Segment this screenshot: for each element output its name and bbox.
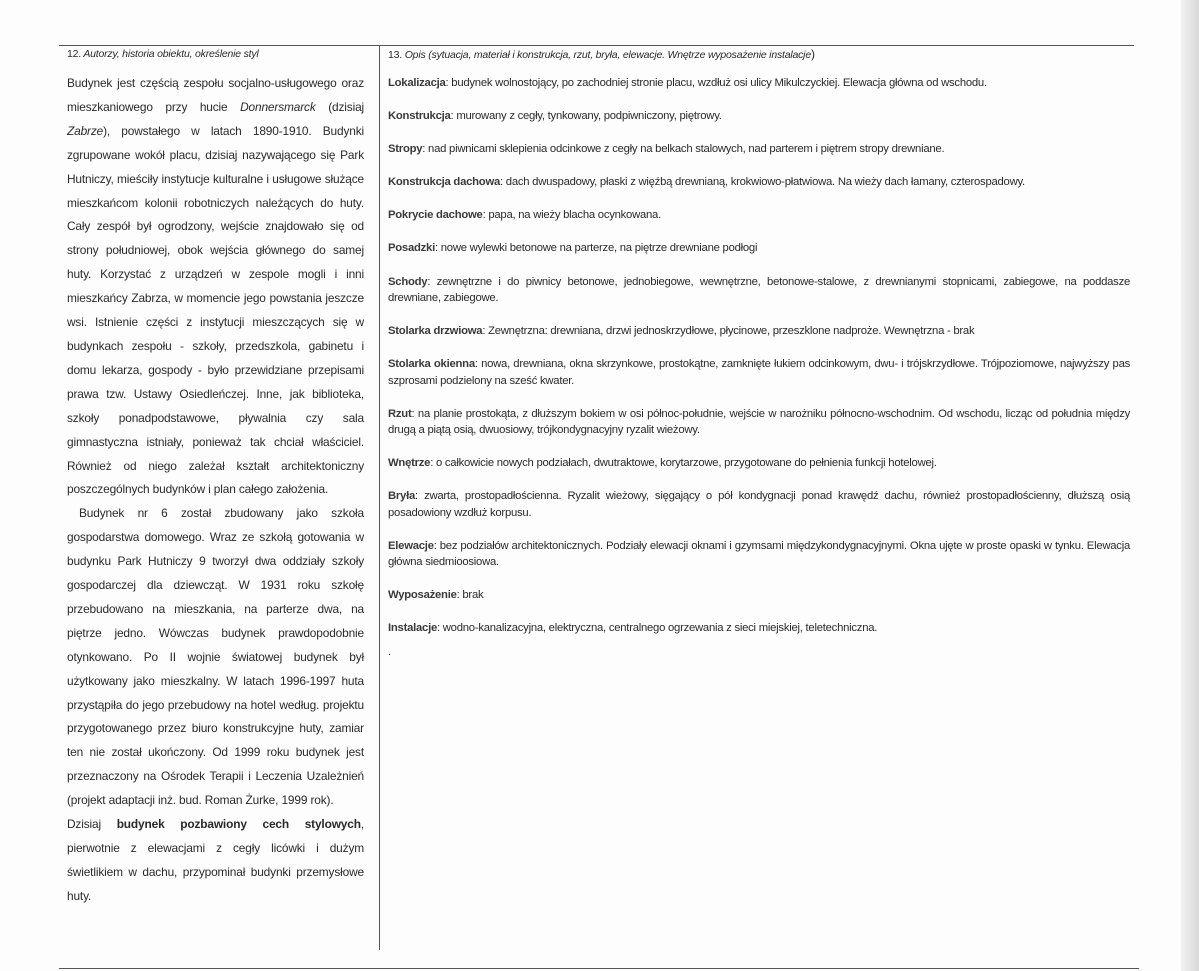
description-entry — [388, 488, 1130, 521]
entry-text: : Zewnętrzna: drewniana, drzwi jednoskrzydłowe, płycinowe, przeszklone nadproże. Wewnętrzna - brak — [482, 325, 975, 338]
entry-label: Stropy — [388, 143, 423, 156]
entry-label: Wnętrze — [388, 457, 431, 470]
entry-label: Wyposażenie — [388, 589, 457, 602]
entry-text: : nowe wylewki betonowe na parterze, na piętrze drewniane podłogi — [434, 242, 758, 255]
history-header-title: Autorzy, historia obiektu, określenie styl — [83, 48, 259, 60]
entry-text: : zwarta, prostopadłościenna. Ryzalit wieżowy, sięgający o pół kondygnacji ponad krawędź dachu, również prostopadłościenny, dłuższą osią posadowiony wzdłuż korpusu. — [388, 490, 1130, 519]
description-header-title: Opis (sytuacja, materiał i konstrukcja, rzut, bryła, elewacje. Wnętrze wyposażenie instalacje — [404, 49, 811, 61]
description-header-number: 13. — [388, 49, 402, 61]
entry-text: : papa, na wieży blacha ocynkowana. — [482, 209, 661, 222]
entry-text: : nad piwnicami sklepienia odcinkowe z cegły na belkach stalowych, nad parterem i piętrem stropy drewniane. — [422, 143, 945, 156]
entry-label: Lokalizacja — [388, 77, 446, 89]
description-entry — [388, 620, 1130, 636]
donnersmarck-name: Donnersmarck — [240, 99, 316, 114]
entry-label: Stolarka okienna — [388, 358, 475, 371]
entry-text: : wodno-kanalizacyjna, elektryczna, centralnego ogrzewania z sieci miejskiej, teletechniczna. — [437, 622, 878, 635]
description-entry — [388, 356, 1130, 389]
trailing-dot: . — [388, 646, 392, 659]
entry-text: : budynek wolnostojący, po zachodniej stronie placu, wzdłuż osi ulicy Mikulczyckiej. Elewacja główna od wschodu. — [445, 77, 987, 89]
entry-label: Konstrukcja dachowa — [388, 176, 501, 189]
entry-text: : o całkowicie nowych podziałach, dwutraktowe, korytarzowe, przygotowane do pełnienia funkcji hotelowej. — [430, 457, 937, 470]
history-p3-bold: budynek pozbawiony cech stylowych — [116, 817, 361, 832]
description-entry — [388, 538, 1130, 571]
entry-text: : nowa, drewniana, okna skrzynkowe, prostokątne, zamknięte łukiem odcinkowym, dwu- i trójskrzydłowe. Trójpoziomowe, najwyższy pas szprosami podzielony na sześć kwater. — [388, 358, 1130, 387]
description-entry — [388, 141, 1130, 157]
entry-label: Rzut — [388, 407, 412, 420]
entry-label: Bryła — [388, 490, 416, 503]
entry-label: Elewacje — [388, 539, 434, 552]
history-p1-text-b: (dzisiaj — [328, 99, 365, 114]
history-p3-text-b: , pierwotnie z elewacjami z cegły licówki i dużym świetlikiem w dachu, przypominał budynki przemysłowe huty. — [67, 817, 364, 903]
history-paragraph-2: Budynek nr 6 został zbudowany jako szkoła gospodarstwa domowego. Wraz ze szkołą gotowania w budynku Park Hutniczy 9 tworzył dwa oddziały szkoły gospodarczej dla dziewcząt. W 1931 roku szkołę przebudowano na mieszkania, na parterze dwa, na piętrze jedno. Wówczas budynek prawdopodobnie otynkowano. Po II wojnie światowej budynek był użytkowany jako mieszkalny. W latach 1996-1997 huta przystąpiła do jego przebudowy na hotel według. projektu przygotowanego przez biuro konstrukcyjne huty, zamiar ten nie został ukończony. Od 1999 roku budynek jest przeznaczony na Ośrodek Terapii i Leczenia Uzależnień (projekt adaptacji inż. bud. Roman Żurke, 1999 rok). — [67, 506, 364, 808]
description-entry — [388, 406, 1130, 439]
history-header-number: 12. — [67, 48, 81, 60]
bottom-rule — [59, 968, 1139, 969]
top-rule — [59, 45, 1134, 46]
description-header-close: ) — [810, 47, 815, 61]
entry-label: Schody — [388, 275, 428, 288]
entry-text: : na planie prostokąta, z dłuższym bokiem w osi północ-południe, wejście w narożniku północno-wschodnim. Od wschodu, licząc od południa między drugą a piątą osią, dwuosiowy, trójkondygnacyjny ryzalit wieżowy. — [388, 407, 1130, 437]
history-paragraph-1 — [67, 72, 364, 502]
description-entry — [388, 455, 1130, 471]
history-text — [67, 72, 364, 909]
entry-label: Instalacje — [388, 622, 437, 635]
entry-label: Konstrukcja — [388, 110, 451, 123]
description-entry — [388, 174, 1130, 190]
entry-label: Pokrycie dachowe — [388, 209, 483, 222]
scan-edge — [1181, 0, 1199, 971]
column-divider — [379, 45, 380, 950]
history-p1-text-c: ), powstałego w latach 1890-1910. Budynki zgrupowane wokół placu, dzisiaj nazywającego się Park Hutniczy, mieściły instytucje kulturalne i usługowe służące mieszkańcom kolonii robotniczych należących do huty. Cały zespół był ogrodzony, wejście znajdowało się od strony południowej, obok wejścia głównego do samej huty. Korzystać z urządzeń w zespole mogli i inni mieszkańcy Zabrza, w momencie jego powstania jeszcze wsi. Istnienie części z instytucji mieszczących się w budynkach zespołu - szkoły, przedszkola, gabinetu i domu lekarza, gospody - było przewidziane przepisami prawa tzw. Ustawy Osiedleńczej. Inne, jak biblioteka, szkoły ponadpodstawowe, pływalnia czy sala gimnastyczna istniały, ponieważ tak chciał właściciel. Również od niego zależał kształt architektoniczny poszczególnych budynków i plan całego założenia. — [67, 123, 364, 497]
history-column — [67, 48, 364, 909]
description-header — [388, 47, 1130, 61]
description-entry — [388, 207, 1130, 223]
description-entry — [388, 240, 1130, 256]
history-p1-text: Budynek jest częścią zespołu socjalno-usługowego oraz mieszkaniowego przy hucie — [67, 76, 364, 114]
description-entry — [388, 75, 1130, 91]
description-entry — [388, 274, 1130, 307]
entry-label: Posadzki — [388, 242, 435, 255]
entry-text: : bez podziałów architektonicznych. Podziały elewacji oknami i gzymsami międzykondygnacyjnymi. Okna ujęte w proste opaski w tynku. Elewacja główna siedmioosiowa. — [388, 539, 1130, 569]
entry-text: : zewnętrzne i do piwnicy betonowe, jednobiegowe, wewnętrzne, betonowe-stalowe, z drewnianymi stopnicami, zabiegowe, na poddasze drewniane, zabiegowe. — [388, 275, 1130, 304]
history-p3-text-a: Dzisiaj — [67, 817, 101, 832]
description-entry — [388, 323, 1130, 339]
entry-text: : brak — [456, 589, 484, 602]
description-entry — [388, 108, 1130, 124]
entry-label: Stolarka drzwiowa — [388, 325, 483, 338]
description-entry — [388, 587, 1130, 603]
description-entries — [388, 75, 1130, 637]
entry-text: : murowany z cegły, tynkowany, podpiwniczony, piętrowy. — [450, 110, 722, 123]
zabrze-name: Zabrze — [67, 123, 104, 138]
description-column — [388, 47, 1130, 657]
entry-text: : dach dwuspadowy, płaski z więźbą drewnianą, krokwiowo-płatwiowa. Na wieży dach łamany, czterospadowy. — [500, 176, 1025, 189]
history-header — [67, 48, 364, 60]
history-paragraph-3 — [67, 813, 364, 909]
